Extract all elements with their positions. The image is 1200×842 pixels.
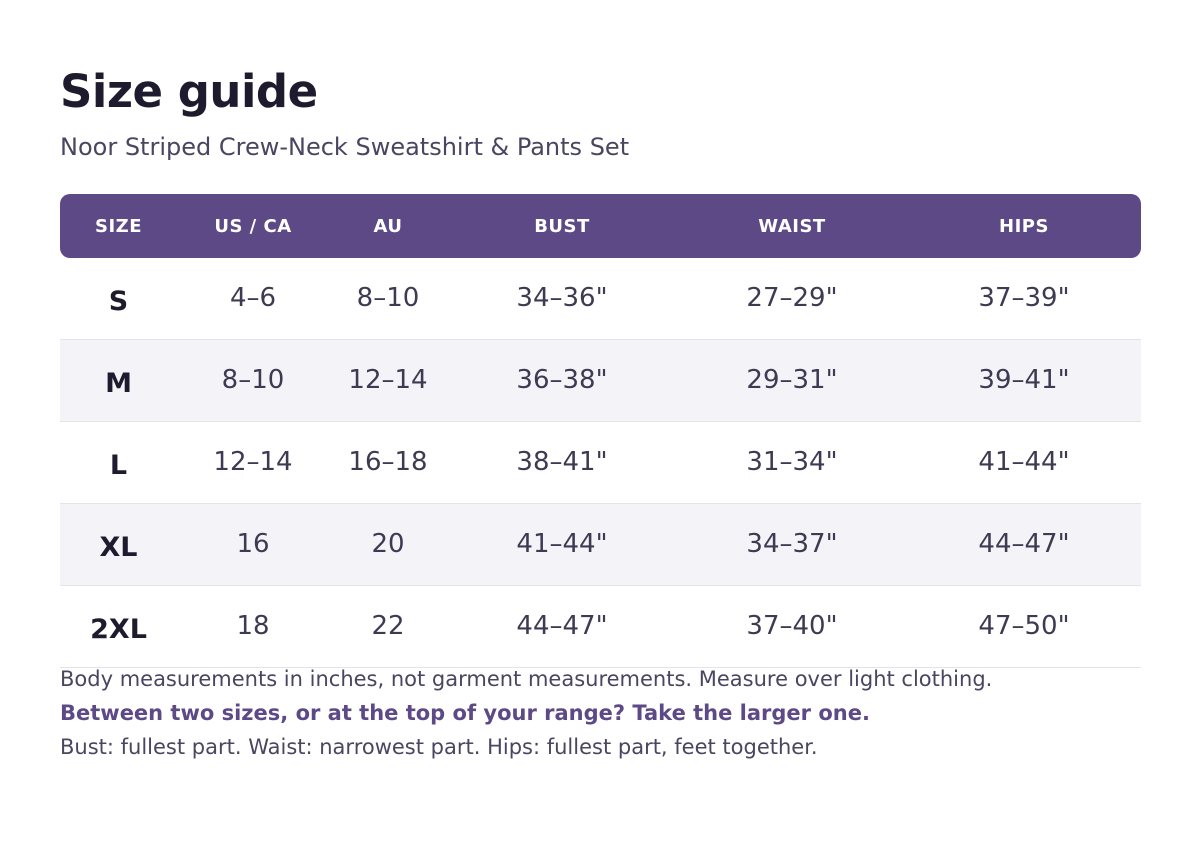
column-header-hips: HIPS [999, 215, 1049, 237]
size-label: XL [60, 504, 177, 586]
hips-value: 37–39" [907, 258, 1141, 340]
table-row [60, 586, 1141, 668]
page-title: Size guide [60, 65, 318, 118]
size-label: M [60, 340, 177, 422]
measurement-notes [60, 662, 992, 764]
bust-value: 44–47" [447, 586, 677, 668]
bust-value: 34–36" [447, 258, 677, 340]
column-header-au: AU [373, 215, 403, 237]
bust-value: 36–38" [447, 340, 677, 422]
table-row [60, 340, 1141, 422]
au-value: 8–10 [329, 258, 447, 340]
note-sizing-advice: Between two sizes, or at the top of your range? Take the larger one. [60, 701, 870, 725]
us-ca-value: 8–10 [177, 340, 329, 422]
au-value: 20 [329, 504, 447, 586]
hips-value: 47–50" [907, 586, 1141, 668]
bust-value: 41–44" [447, 504, 677, 586]
size-label: L [60, 422, 177, 504]
au-value: 22 [329, 586, 447, 668]
waist-value: 34–37" [677, 504, 907, 586]
product-name: Noor Striped Crew-Neck Sweatshirt & Pants Set [60, 133, 630, 161]
table-row [60, 422, 1141, 504]
column-header-waist: WAIST [758, 215, 826, 237]
au-value: 16–18 [329, 422, 447, 504]
waist-value: 37–40" [677, 586, 907, 668]
hips-value: 44–47" [907, 504, 1141, 586]
waist-value: 31–34" [677, 422, 907, 504]
hips-value: 39–41" [907, 340, 1141, 422]
waist-value: 27–29" [677, 258, 907, 340]
table-row [60, 504, 1141, 586]
column-header-size: SIZE [94, 215, 142, 237]
hips-value: 41–44" [907, 422, 1141, 504]
note-how-to-measure: Bust: fullest part. Waist: narrowest part. Hips: fullest part, feet together. [60, 735, 818, 759]
size-table [60, 194, 1141, 668]
column-header-bust: BUST [534, 215, 590, 237]
us-ca-value: 12–14 [177, 422, 329, 504]
size-table-container [60, 194, 1141, 668]
waist-value: 29–31" [677, 340, 907, 422]
column-header-us-ca: US / CA [214, 215, 292, 237]
au-value: 12–14 [329, 340, 447, 422]
size-label: 2XL [60, 586, 177, 668]
us-ca-value: 18 [177, 586, 329, 668]
table-header-row [60, 194, 1141, 258]
us-ca-value: 4–6 [177, 258, 329, 340]
size-label: S [60, 258, 177, 340]
note-measurement-basis: Body measurements in inches, not garment measurements. Measure over light clothing. [60, 667, 993, 691]
table-row [60, 258, 1141, 340]
us-ca-value: 16 [177, 504, 329, 586]
bust-value: 38–41" [447, 422, 677, 504]
